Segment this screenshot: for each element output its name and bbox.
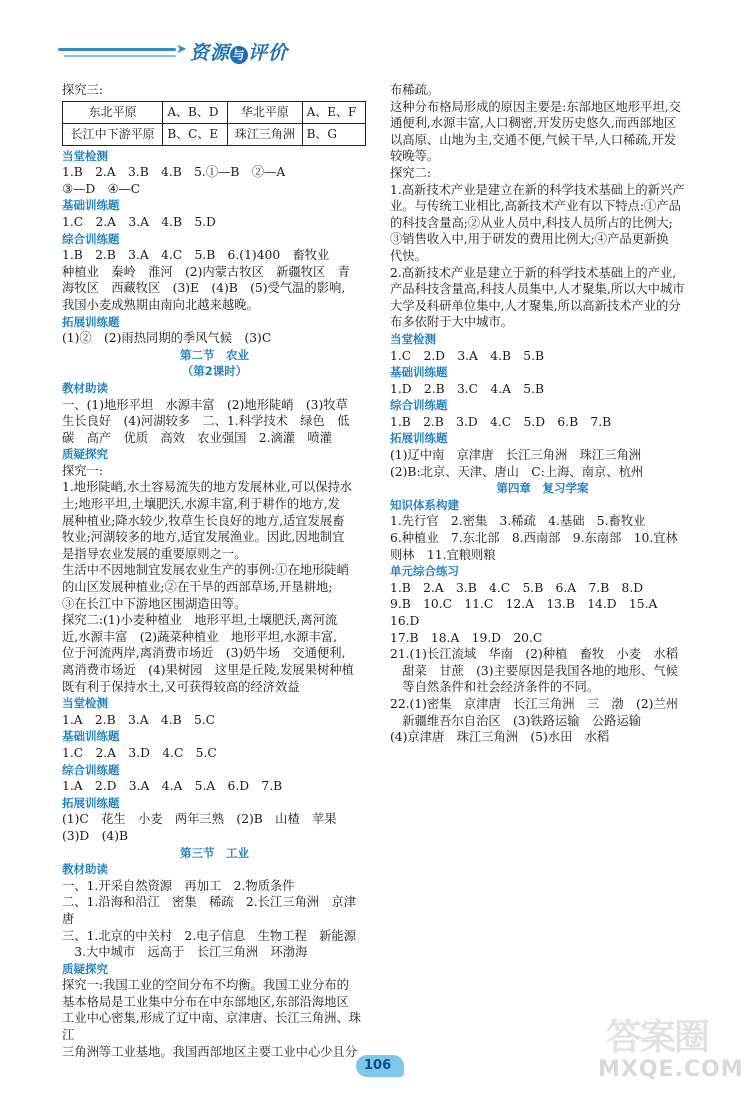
text-line: 1.D 2.B 3.C 4.A 5.B: [390, 381, 545, 396]
book-title: 资源 与 评价: [190, 42, 289, 64]
text-line: (3)D (4)B: [62, 828, 129, 843]
text-line: 1.B 2.A 3.B 4.B 5.①—B ②—A: [62, 165, 286, 180]
text-line: 22.(1)密集 京津唐 长江三角洲 三 渤 (2)兰州: [390, 696, 679, 711]
text-line: 基本格局是工业集中分布在中东部地区,东部沿海地区: [62, 994, 349, 1009]
text-line: 2.高新技术产业是建立于新的科学技术基础上的产业,: [390, 265, 677, 280]
table-cell: A、E、F: [302, 101, 365, 123]
text-line: 1.C 2.A 3.A 4.B 5.D: [62, 214, 216, 229]
text-line: 海牧区 西藏牧区 (3)E (4)B (5)受气温的影响,: [62, 281, 346, 296]
text-line: ③在长江中下游地区围湖造田等。: [62, 596, 247, 611]
text-line: 探究一:我国工业的空间分布不均衡。我国工业分布的: [62, 978, 349, 993]
chapter-heading: 第三节 工业: [180, 845, 249, 860]
section-heading: 综合训练题: [390, 398, 448, 413]
table-cell: 华北平原: [228, 101, 302, 123]
text-line: 1.A 2.B 3.A 4.B 5.C: [62, 712, 216, 727]
section-heading: 教材助读: [62, 862, 108, 877]
watermark-logo-text: 答案圈: [606, 1017, 709, 1058]
text-line: (4)京津唐 珠江三角洲 (5)水田 水稻: [390, 730, 610, 745]
left-column: [62, 82, 367, 1060]
text-line: 通便利,水源丰富,人口稠密,开发历史悠久,而西部地区: [390, 116, 677, 131]
table-cell: 长江中下游平原: [63, 123, 163, 145]
table-row: [63, 101, 366, 123]
section-heading: 当堂检测: [62, 148, 108, 163]
text-line: 探究二:(1)小麦种植业 地形平坦,土壤肥沃,离河流: [62, 613, 338, 628]
section-heading: 质疑探究: [62, 961, 108, 976]
table-cell: 珠江三角洲: [228, 123, 302, 145]
text-line: 甜菜 甘蔗 (3)主要原因是我国各地的地形、气候: [390, 663, 678, 678]
text-line: (1)辽中南 京津唐 长江三角洲 珠江三角洲: [390, 448, 642, 463]
text-line: 1.先行官 2.密集 3.稀疏 4.基础 5.畜牧业: [390, 514, 646, 529]
text-line: 三、1.北京的中关村 2.电子信息 生物工程 新能源: [62, 928, 356, 943]
text-line: 1.B 2.B 3.A 4.C 5.B 6.(1)400 畜牧业: [62, 248, 330, 263]
header-arrow-icon: ➤: [176, 42, 187, 57]
text-line: 等自然条件和社会经济条件的不同。: [390, 680, 600, 695]
table-cell: B、G: [302, 123, 365, 145]
text-line: 探究一:: [62, 463, 104, 478]
text-line: 离消费市场近 (4)果树园 这里是丘陵,发展果树种植: [62, 663, 354, 677]
text-line: 土;地形平坦,土壤肥沃,水源丰富,利于耕作的地方,发: [62, 497, 341, 512]
chapter-heading: 第四章 复习学案: [496, 481, 589, 496]
header-rule: [58, 48, 176, 51]
text-line: 9.B 10.C 11.C 12.A 13.B 14.D 15.A 16.D: [390, 597, 670, 628]
section-heading: 基础训练题: [390, 365, 448, 380]
text-line: 工业中心密集,形成了辽中南、京津唐、长江三角洲、珠江: [62, 1011, 362, 1043]
text-line: 既有利于保持水土,又可获得较高的经济效益: [62, 679, 300, 694]
section-heading: 拓展训练题: [62, 314, 120, 329]
text-line: (1)C 花生 小麦 两年三熟 (2)B 山楂 苹果: [62, 812, 337, 827]
text-line: 6.种植业 7.东北部 8.西南部 9.东南部 10.宜林: [390, 531, 678, 546]
text-line: 这种分布格局形成的原因主要是:东部地区地形平坦,交: [390, 99, 681, 114]
text-line: 位于河流两岸,离消费市场近 (3)奶牛场 交通便利,: [62, 646, 346, 661]
text-line: ③销售收入中,用于研发的费用比例大;④产品更新换: [390, 232, 669, 247]
text-line: 1.B 2.B 3.D 4.C 5.D 6.B 7.B: [390, 414, 612, 429]
text-line: 21.(1)长江流域 华南 (2)种植 畜牧 小麦 水稻: [390, 647, 679, 662]
text-line: 以高原、山地为主,交通不便,气候干旱,人口稀疏,开发: [390, 132, 677, 147]
section-heading: 基础训练题: [62, 729, 120, 744]
section-heading: 当堂检测: [62, 696, 108, 711]
header-rule-secondary: [64, 55, 176, 57]
text-line: 1.A 2.D 3.A 4.A 5.A 6.D 7.B: [62, 779, 283, 794]
section-heading: 拓展训练题: [62, 795, 120, 810]
text-line: 我国小麦成熟期由南向北越来越晚。: [62, 297, 259, 312]
text-line: 三角洲等工业基地。我国西部地区主要工业中心少且分: [62, 1044, 358, 1059]
text-line: 产品科技含量高,科技人员集中,人才聚集,所以大中城市: [390, 282, 685, 297]
text-line: 大学及科研单位集中,人才聚集,所以高新技术产业的分: [390, 298, 681, 313]
chapter-heading: （第2课时）: [181, 364, 248, 379]
section-heading: 质疑探究: [62, 447, 108, 462]
text-line: 布多依附于大中城市。: [390, 315, 513, 330]
text-line: (2)B:北京、天津、唐山 C:上海、南京、杭州: [390, 464, 644, 479]
table-cell: A、B、D: [163, 101, 228, 123]
section-heading: 当堂检测: [390, 331, 436, 346]
text-line: 的科技含量高;②从业人员中,科技人员所占的比例大;: [390, 215, 673, 230]
section-heading: 综合训练题: [62, 762, 120, 777]
page-number: 106: [356, 1055, 404, 1077]
text-line: (1)② (2)雨热同期的季风气候 (3)C: [62, 331, 272, 346]
text-line: 1.C 2.D 3.A 4.B 5.B: [390, 348, 545, 363]
text-line: 探究三:: [62, 83, 104, 97]
chapter-heading: 第二节 农业: [180, 347, 249, 362]
text-line: 1.高新技术产业是建立在新的科学技术基础上的新兴产: [390, 182, 685, 197]
text-line: 种植业 秦岭 淮河 (2)内蒙古牧区 新疆牧区 青: [62, 264, 350, 279]
right-column: [390, 82, 695, 746]
watermark-site-text: MXQE.COM: [598, 1057, 744, 1082]
answer-table: [62, 101, 366, 146]
text-line: 1.C 2.A 3.D 4.C 5.C: [62, 745, 217, 760]
section-heading: 单元综合练习: [390, 564, 459, 579]
text-line: 3.大中城市 远高于 长江三角洲 环渤海: [62, 945, 308, 960]
text-line: 一、(1)地形平坦 水源丰富 (2)地形陡峭 (3)牧草: [62, 397, 348, 412]
page-header: [58, 38, 289, 68]
text-line: 生活中不因地制宜发展农业生产的事例:①在地形陡峭: [62, 563, 349, 578]
text-line: 布稀疏。: [390, 83, 440, 97]
text-line: 是指导农业发展的重要原则之一。: [62, 546, 247, 561]
text-line: 的山区发展种植业;②在干旱的西部草场,开垦耕地;: [62, 580, 333, 595]
section-heading: 综合训练题: [62, 231, 120, 246]
table-row: [63, 123, 366, 145]
table-cell: B、C、E: [163, 123, 228, 145]
text-line: 代快。: [390, 248, 427, 263]
text-line: 17.B 18.A 19.D 20.C: [390, 630, 543, 645]
text-line: 1.地形陡峭,水土容易流失的地方发展林业,可以保持水: [62, 480, 353, 495]
section-heading: 拓展训练题: [390, 431, 448, 446]
text-line: 近,水源丰富 (2)蔬菜种植业 地形平坦,水源丰富,: [62, 629, 338, 644]
text-line: 一、1.开采自然资源 再加工 2.物质条件: [62, 878, 295, 893]
section-heading: 基础训练题: [62, 198, 120, 213]
text-line: 1.B 2.A 3.B 4.C 5.B 6.A 7.B 8.D: [390, 580, 644, 595]
text-line: 二、1.沿海和沿江 密集 稀疏 2.长江三角洲 京津: [62, 895, 356, 910]
text-line: 业。与传统工业相比,高新技术产业有以下特点:①产品: [390, 199, 681, 214]
text-line: 生长良好 (4)河湖较多 二、1.科学技术 绿色 低: [62, 414, 350, 429]
text-line: 则林 11.宜粮则粮: [390, 547, 496, 562]
watermark: [596, 1009, 744, 1089]
text-line: ③—D ④—C: [62, 181, 141, 196]
text-line: 探究二:: [390, 165, 432, 180]
text-line: 牧业;河湖较多的地方,适宜发展渔业。因此,因地制宜: [62, 530, 345, 545]
section-heading: 教材助读: [62, 380, 108, 395]
text-line: 碳 高产 优质 高效 农业强国 2.滴灌 喷灌: [62, 430, 332, 445]
text-line: 较晚等。: [390, 149, 440, 164]
text-line: 唐: [62, 911, 75, 926]
section-heading: 知识体系构建: [390, 497, 459, 512]
text-line: 展种植业;降水较少,牧草生长良好的地方,适宜发展畜: [62, 513, 345, 528]
text-line: 新疆维吾尔自治区 (3)铁路运输 公路运输: [390, 713, 642, 728]
table-cell: 东北平原: [63, 101, 163, 123]
